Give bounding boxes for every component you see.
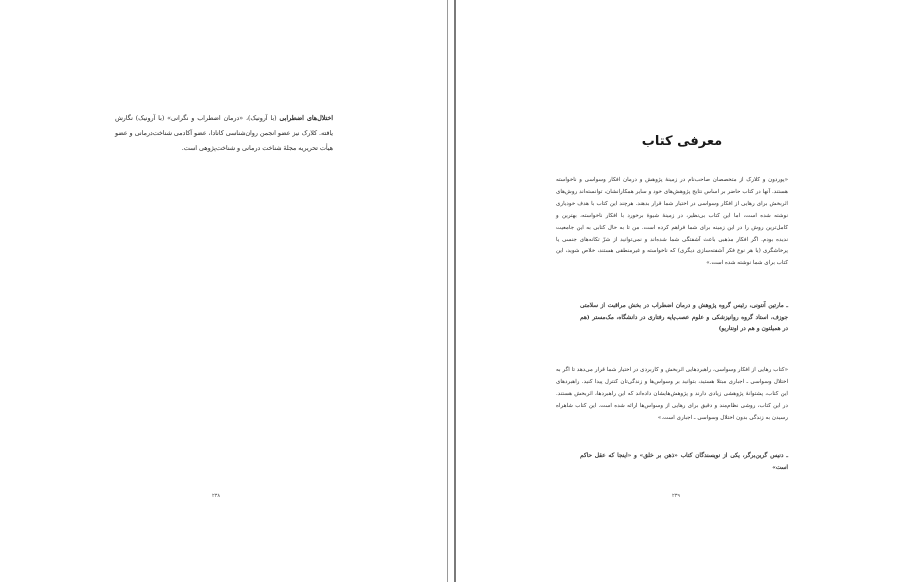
right-page-number: ۲۳۹ [672, 493, 681, 499]
about-authors-text: (با آرونیک)، «درمان اضطراب و نگرانی» (با آرونیک) نگارش یافته. کلارک نیز عضو انجمن روان‌شناسی کانادا، عضو آکادمی شناخت‌درمانی و عضو هیأت تحریریه مجلهٔ شناخت درمانی و شناخت‌پژوهی است. [115, 115, 333, 152]
left-page-number: ۲۳۸ [212, 493, 221, 499]
page-title: معرفی کتاب [641, 134, 723, 149]
book-spine-divider [447, 0, 456, 582]
about-authors-bold: اختلال‌های اضطرابی [279, 115, 333, 122]
endorsement-attribution-2: ـ دنیس گرین‌برگر، یکی از نویسندگان کتاب «ذهن بر خلق» و «اینجا که عقل حاکم است» [580, 453, 788, 471]
about-authors-paragraph [115, 111, 333, 156]
intro-paragraph: «پوردون و کلارک از متخصصان صاحب‌نام در زمینهٔ پژوهش و درمان افکار وسواسی و ناخواسته هستند. آنها در کتاب حاضر بر اساس نتایج پژوهش‌های خود و سایر همکارانشان، توانسته‌اند روش‌های اثربخش برای رهایی از افکار وسواسی در اختیار شما قرار بدهند. هرچند این کتاب با هدف خودیاری نوشته شده است، اما این کتاب بی‌نظیر، در زمینهٔ شیوهٔ برخورد با افکار ناخواسته، بهترین و کامل‌ترین روش را در این زمینه برای شما فراهم کرده است. من تا به حال کتابی به این جامعیت ندیده بودم. اگر افکار مذهبی باعث آشفتگی شما شده‌اند و نمی‌توانید از شرّ تکانه‌های جنسی یا پرخاشگری (یا هر نوع فکر آشفته‌سازی دیگری) که ناخواسته و غیرمنطقی هستند، خلاص شوید، این کتاب برای شما نوشته شده است.» [556, 177, 788, 267]
review-paragraph: «کتاب رهایی از افکار وسواسی، راهبردهایی اثربخش و کاربردی در اختیار شما قرار می‌دهد تا اگر به اختلال وسواسی ـ اجباری مبتلا هستید، بتوانید بر وسواس‌ها و زندگی‌تان کنترل پیدا کنید. راهبردهای این کتاب، پشتوانهٔ پژوهشی زیادی دارند و پژوهش‌هایشان داده‌اند که این راهبردها، اثربخش هستند. در این کتاب، روشی نظام‌مند و دقیق برای رهایی از وسواس‌ها ارائه شده است. این کتاب شاهراه رسیدن به زندگی بدون اختلال وسواسی ـ اجباری است.» [556, 367, 788, 421]
right-page [456, 0, 905, 582]
endorsement-attribution-1: ـ مارتین آنتونی، رئیس گروه پژوهش و درمان اضطراب در بخش مراقبت از سلامتی جوزف، استاد گروه روانپزشکی و علوم عصب‌پایه رفتاری در دانشگاه، مک‌مستر (هم در همیلتون و هم در اونتاریو) [580, 303, 788, 333]
left-page [0, 0, 447, 582]
